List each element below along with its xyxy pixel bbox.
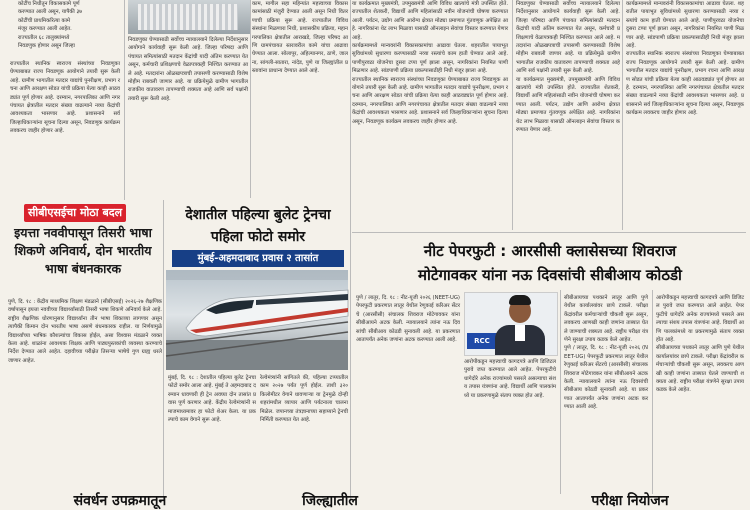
- neet-headline-line2: मोटेगावकर यांना नऊ दिवसांची सीबीआय कोठडी: [418, 266, 682, 284]
- neet-accused-photo: [464, 292, 558, 356]
- bullet-train-body-left: मुंबई, दि. १८ : देशातील पहिल्या बुलेट ट्रेनचा फोटो समोर आला आहे. मुंबई ते अहमदाबाद दरम्यान धावणारी ही ट्रेन अवघ्या दोन तासांत प्रवास पूर्ण करणार आहे. केंद्रीय रेल्वेमंत्र्यांनी समाजमाध्यमावर हा फोटो शेअर केला. या प्रकल्पाचे काम वेगाने सुरू आहे.: [168, 375, 256, 424]
- bullet-train-body-right: रेल्वेमंत्र्यांनी सांगितले की, पहिल्या टप्प्यातील काम २०२७ पर्यंत पूर्ण होईल. ताशी ३२० किलोमीटर वेगाने धावणाऱ्या या ट्रेनमुळे दोन्ही शहरांमधील व्यापार आणि पर्यटनाला चालना मिळेल. जपानच्या तंत्रज्ञानाच्या सहाय्याने ट्रेनची निर्मिती करण्यात येत आहे.: [260, 375, 348, 424]
- top-photo: [128, 0, 250, 34]
- section-tag-cbse: सीबीएसईचा मोठा बदल: [24, 204, 126, 222]
- neet-headline-line1: नीट पेपरफुटी : आरसीसी क्लासेसच्या शिवराज: [423, 242, 677, 260]
- bullet-train-photo: [166, 270, 348, 370]
- train-illustration: [166, 270, 348, 370]
- column-divider: [652, 290, 653, 494]
- column-divider: [163, 200, 164, 500]
- column-divider: [124, 0, 125, 200]
- article-column-a: राज्यातील स्थानिक स्वराज्य संस्थांच्या निवडणुका घेण्याबाबत राज्य निवडणूक आयोगाने तयारी सुरू केली आहे. ग्रामीण भागातील मतदार याद्यांचे पुनरीक्षण, प्रभाग रचना आणि आरक्षण सोडत यांची प्रक्रिया येत्या काही आठवड्यांत पूर्ण होणार आहे. दरम्यान, नगरपालिका आणि नगरपंचायत क्षेत्रातील मतदार संख्या वाढल्याने नव्या केंद्रांची आवश्यकता भासणार आहे. प्रशासनाने सर्व जिल्हाधिकाऱ्यांना सूचना दिल्या असून, निवडणूक कार्यक्रम लवकरच जाहीर होणार आहे.: [10, 61, 120, 135]
- article-column-d: या कार्यक्रमात मुख्यमंत्री, उपमुख्यमंत्री आणि विविध खात्यांचे मंत्री उपस्थित होते. राज्यातील शेतकरी, विद्यार्थी आणि महिलांसाठी नवीन योजनांची घोषणा करण्यात आली. पर्यटन, उद्योग आणि आरोग्य क्षेत्रात मोठ्या प्रमाणात गुंतवणूक अपेक्षित आहे. नागरिकांना थेट लाभ मिळावा यासाठी ऑनलाइन सेवांचा विस्तार करण्यात येणार आहे. कार्यक्रमामध्ये मान्यवरांनी विकासकामांचा आढावा घेतला. शहरातील पायाभूत सुविधांमध्ये सुधारणा करण्यासाठी नव्या रस्त्यांचे काम हाती घेण्यात आले आहे. पाणीपुरवठा योजनेचा दुसरा टप्पा पूर्ण झाला असून, नागरिकांना नियमित पाणी मिळणार आहे. सांडपाणी प्रक्रिया प्रकल्पासाठीही निधी मंजूर झाला आहे. राज्यातील स्थानिक स्वराज्य संस्थांच्या निवडणुका घेण्याबाबत राज्य निवडणूक आयोगाने तयारी सुरू केली आहे. ग्रामीण भागातील मतदार याद्यांचे पुनरीक्षण, प्रभाग रचना आणि आरक्षण सोडत यांची प्रक्रिया येत्या काही आठवड्यांत पूर्ण होणार आहे. दरम्यान, नगरपालिका आणि नगरपंचायत क्षेत्रातील मतदार संख्या वाढल्याने नव्या केंद्रांची आवश्यकता भासणार आहे. प्रशासनाने सर्व जिल्हाधिकाऱ्यांना सूचना दिल्या असून, निवडणूक कार्यक्रम लवकरच जाहीर होणार आहे.: [352, 1, 508, 125]
- column-divider: [250, 0, 251, 198]
- bottom-headline-right: परीक्षा नियोजन: [591, 493, 669, 509]
- column-divider: [350, 230, 351, 500]
- neet-body-right-2: आरोपीकडून महत्त्वाची कागदपत्रे आणि डिजिटल पुरावे जप्त करण्यात आले आहेत. पेपरफुटीचे धागेदोरे अनेक राज्यांमध्ये पसरले असल्याचा संशय तपास यंत्रणांना आहे. विद्यार्थी आणि पालकांमध्ये या प्रकरणामुळे संताप व्यक्त होत आहे. सीबीआयच्या पथकाने लातूर आणि पुणे येथील कार्यालयांवर छापे टाकले. परीक्षा केंद्रांवरील कर्मचाऱ्यांची चौकशी सुरू असून, लवकरच आणखी काही जणांना ताब्यात घेतले जाण्याची शक्यता आहे. राष्ट्रीय परीक्षा यंत्रणेने सुरक्षा उपाय कडक केले आहेत.: [656, 295, 744, 394]
- neet-body-mid: आरोपीकडून महत्त्वाची कागदपत्रे आणि डिजिटल पुरावे जप्त करण्यात आले आहेत. पेपरफुटीचे धागेदोरे अनेक राज्यांमध्ये पसरले असल्याचा संशय तपास यंत्रणांना आहे. विद्यार्थी आणि पालकांमध्ये या प्रकरणामुळे संताप व्यक्त होत आहे.: [464, 359, 556, 399]
- neet-body-right-1: सीबीआयच्या पथकाने लातूर आणि पुणे येथील कार्यालयांवर छापे टाकले. परीक्षा केंद्रांवरील कर्मचाऱ्यांची चौकशी सुरू असून, लवकरच आणखी काही जणांना ताब्यात घेतले जाण्याची शक्यता आहे. राष्ट्रीय परीक्षा यंत्रणेने सुरक्षा उपाय कडक केले आहेत. पुणे / लातूर, दि. १८ : नीट-यूजी २०२६ (NEET-UG) पेपरफुटी प्रकरणात लातूर येथील रेणुकाई करिअर सेंटरचे (आरसीसी) संचालक शिवराज मोटेगावकर यांना सीबीआयने अटक केली. न्यायालयाने त्यांना नऊ दिवसांची सीबीआय कोठडी सुनावली आहे. या प्रकरणात आतापर्यंत अनेक जणांना अटक करण्यात आली आहे.: [564, 295, 648, 411]
- bullet-train-headline: देशातील पहिल्या बुलेट ट्रेनचा पहिला फोटो समोर: [185, 207, 331, 245]
- article-column-e: निवडणुका घेण्यासाठी सर्वोच्च न्यायालयाने दिलेल्या निर्देशानुसार आयोगाने कार्यवाही सुरू केली आहे. जिल्हा परिषदा आणि पंचायत समित्यांसाठी मतदान केंद्रांची यादी अंतिम करण्यात येत असून, कर्मचारी प्रशिक्षणाचे वेळापत्रकही निश्चित करण्यात आले आहे. मतदारांना ओळखपत्राची तपासणी करण्यासाठी विशेष मोहीम राबवली जाणार आहे. या प्रक्रियेमुळे ग्रामीण भागातील राजकीय वातावरण तापण्याची शक्यता आहे आणि सर्व पक्षांनी तयारी सुरू केली आहे. या कार्यक्रमात मुख्यमंत्री, उपमुख्यमंत्री आणि विविध खात्यांचे मंत्री उपस्थित होते. राज्यातील शेतकरी, विद्यार्थी आणि महिलांसाठी नवीन योजनांची घोषणा करण्यात आली. पर्यटन, उद्योग आणि आरोग्य क्षेत्रात मोठ्या प्रमाणात गुंतवणूक अपेक्षित आहे. नागरिकांना थेट लाभ मिळावा यासाठी ऑनलाइन सेवांचा विस्तार करण्यात येणार आहे.: [516, 1, 620, 134]
- section-rule: [352, 232, 746, 233]
- cbse-article-body: पुणे, दि. १८ : केंद्रीय माध्यमिक शिक्षण मंडळाने (सीबीएसई) २०२६-२७ शैक्षणिक वर्षापासून इयत्ता नववीच्या विद्यार्थ्यांसाठी तिसरी भाषा शिकणे अनिवार्य केले आहे. राष्ट्रीय शैक्षणिक धोरणानुसार विद्यार्थ्यांना तीन भाषा शिकाव्या लागणार असून त्यापैकी किमान दोन भारतीय भाषा असणे बंधनकारक राहील. या निर्णयामुळे विद्यार्थ्यांच्या भाषिक कौशल्यांचा विकास होईल, असा विश्वास मंडळाने व्यक्त केला आहे. शाळांना आवश्यक शिक्षक आणि पाठ्यपुस्तकांची व्यवस्था करण्याचे निर्देश देण्यात आले आहेत. दहावीच्या परीक्षेत तिसऱ्या भाषेचे गुण ग्राह्य धरले जाणार आहेत.: [8, 299, 162, 364]
- article-column-b: निवडणुका घेण्यासाठी सर्वोच्च न्यायालयाने दिलेल्या निर्देशानुसार आयोगाने कार्यवाही सुरू केली आहे. जिल्हा परिषदा आणि पंचायत समित्यांसाठी मतदान केंद्रांची यादी अंतिम करण्यात येत असून, कर्मचारी प्रशिक्षणाचे वेळापत्रकही निश्चित करण्यात आले आहे. मतदारांना ओळखपत्राची तपासणी करण्यासाठी विशेष मोहीम राबवली जाणार आहे. या प्रक्रियेमुळे ग्रामीण भागातील राजकीय वातावरण तापण्याची शक्यता आहे आणि सर्व पक्षांनी तयारी सुरू केली आहे.: [128, 37, 248, 102]
- column-divider: [512, 0, 513, 230]
- cbse-headline: इयत्ता नववीपासून तिसरी भाषा शिकणे अनिवार्य, दोन भारतीय भाषा बंधनकारक: [14, 225, 152, 276]
- bullet-train-subtag: मुंबई-अहमदाबाद प्रवास २ तासांत: [172, 250, 344, 267]
- photo-label: RCC: [467, 333, 497, 349]
- bottom-headline-left: संवर्धन उपक्रमातून: [73, 493, 167, 509]
- column-divider: [350, 0, 351, 230]
- article-column-f: कार्यक्रमामध्ये मान्यवरांनी विकासकामांचा आढावा घेतला. शहरातील पायाभूत सुविधांमध्ये सुधारणा करण्यासाठी नव्या रस्त्यांचे काम हाती घेण्यात आले आहे. पाणीपुरवठा योजनेचा दुसरा टप्पा पूर्ण झाला असून, नागरिकांना नियमित पाणी मिळणार आहे. सांडपाणी प्रक्रिया प्रकल्पासाठीही निधी मंजूर झाला आहे. राज्यातील स्थानिक स्वराज्य संस्थांच्या निवडणुका घेण्याबाबत राज्य निवडणूक आयोगाने तयारी सुरू केली आहे. ग्रामीण भागातील मतदार याद्यांचे पुनरीक्षण, प्रभाग रचना आणि आरक्षण सोडत यांची प्रक्रिया येत्या काही आठवड्यांत पूर्ण होणार आहे. दरम्यान, नगरपालिका आणि नगरपंचायत क्षेत्रातील मतदार संख्या वाढल्याने नव्या केंद्रांची आवश्यकता भासणार आहे. प्रशासनाने सर्व जिल्हाधिकाऱ्यांना सूचना दिल्या असून, निवडणूक कार्यक्रम लवकरच जाहीर होणार आहे.: [626, 1, 744, 117]
- neet-body-left: पुणे / लातूर, दि. १८ : नीट-यूजी २०२६ (NEET-UG) पेपरफुटी प्रकरणात लातूर येथील रेणुकाई करिअर सेंटरचे (आरसीसी) संचालक शिवराज मोटेगावकर यांना सीबीआयने अटक केली. न्यायालयाने त्यांना नऊ दिवसांची सीबीआय कोठडी सुनावली आहे. या प्रकरणात आतापर्यंत अनेक जणांना अटक करण्यात आली आहे.: [356, 295, 460, 344]
- article-column-c: काम, मागील सहा महिन्यांत महत्त्वाच्या विकासकामांसाठी मंजुरी देण्यात आली असून निधी वितरणाची प्रक्रिया सुरू आहे. राज्यातील विविध संस्थांना मिळणारा निधी, प्रशासकीय प्रक्रिया, महानगरपालिका क्षेत्रातील आराखडे, जिल्हा परिषद आणि ग्रामपंचायत स्तरावरील कामे यांचा आढावा घेण्यात आला. सोलापूर, अहिल्यानगर, ठाणे, जालना, सांगली-सातारा, नांदेड, पुणे या जिल्ह्यांतील प्रस्तावांना प्राधान्य देण्यात आले आहे.: [252, 1, 348, 75]
- top-left-column: कोटींच निधीतून विकासकामे पूर्ण करण्यात आली असून, यापैकी ३७ कोटींची प्राथमिकरित्या कामे मंजूर करण्यात आली आहेत. राज्यातील ६८ तालुक्यांमध्ये निवडणुक होणार असून जिल्हा: [18, 1, 82, 50]
- bottom-headline-mid: जिल्ह्यातील: [302, 493, 358, 509]
- column-divider: [560, 290, 561, 494]
- column-divider: [622, 0, 623, 230]
